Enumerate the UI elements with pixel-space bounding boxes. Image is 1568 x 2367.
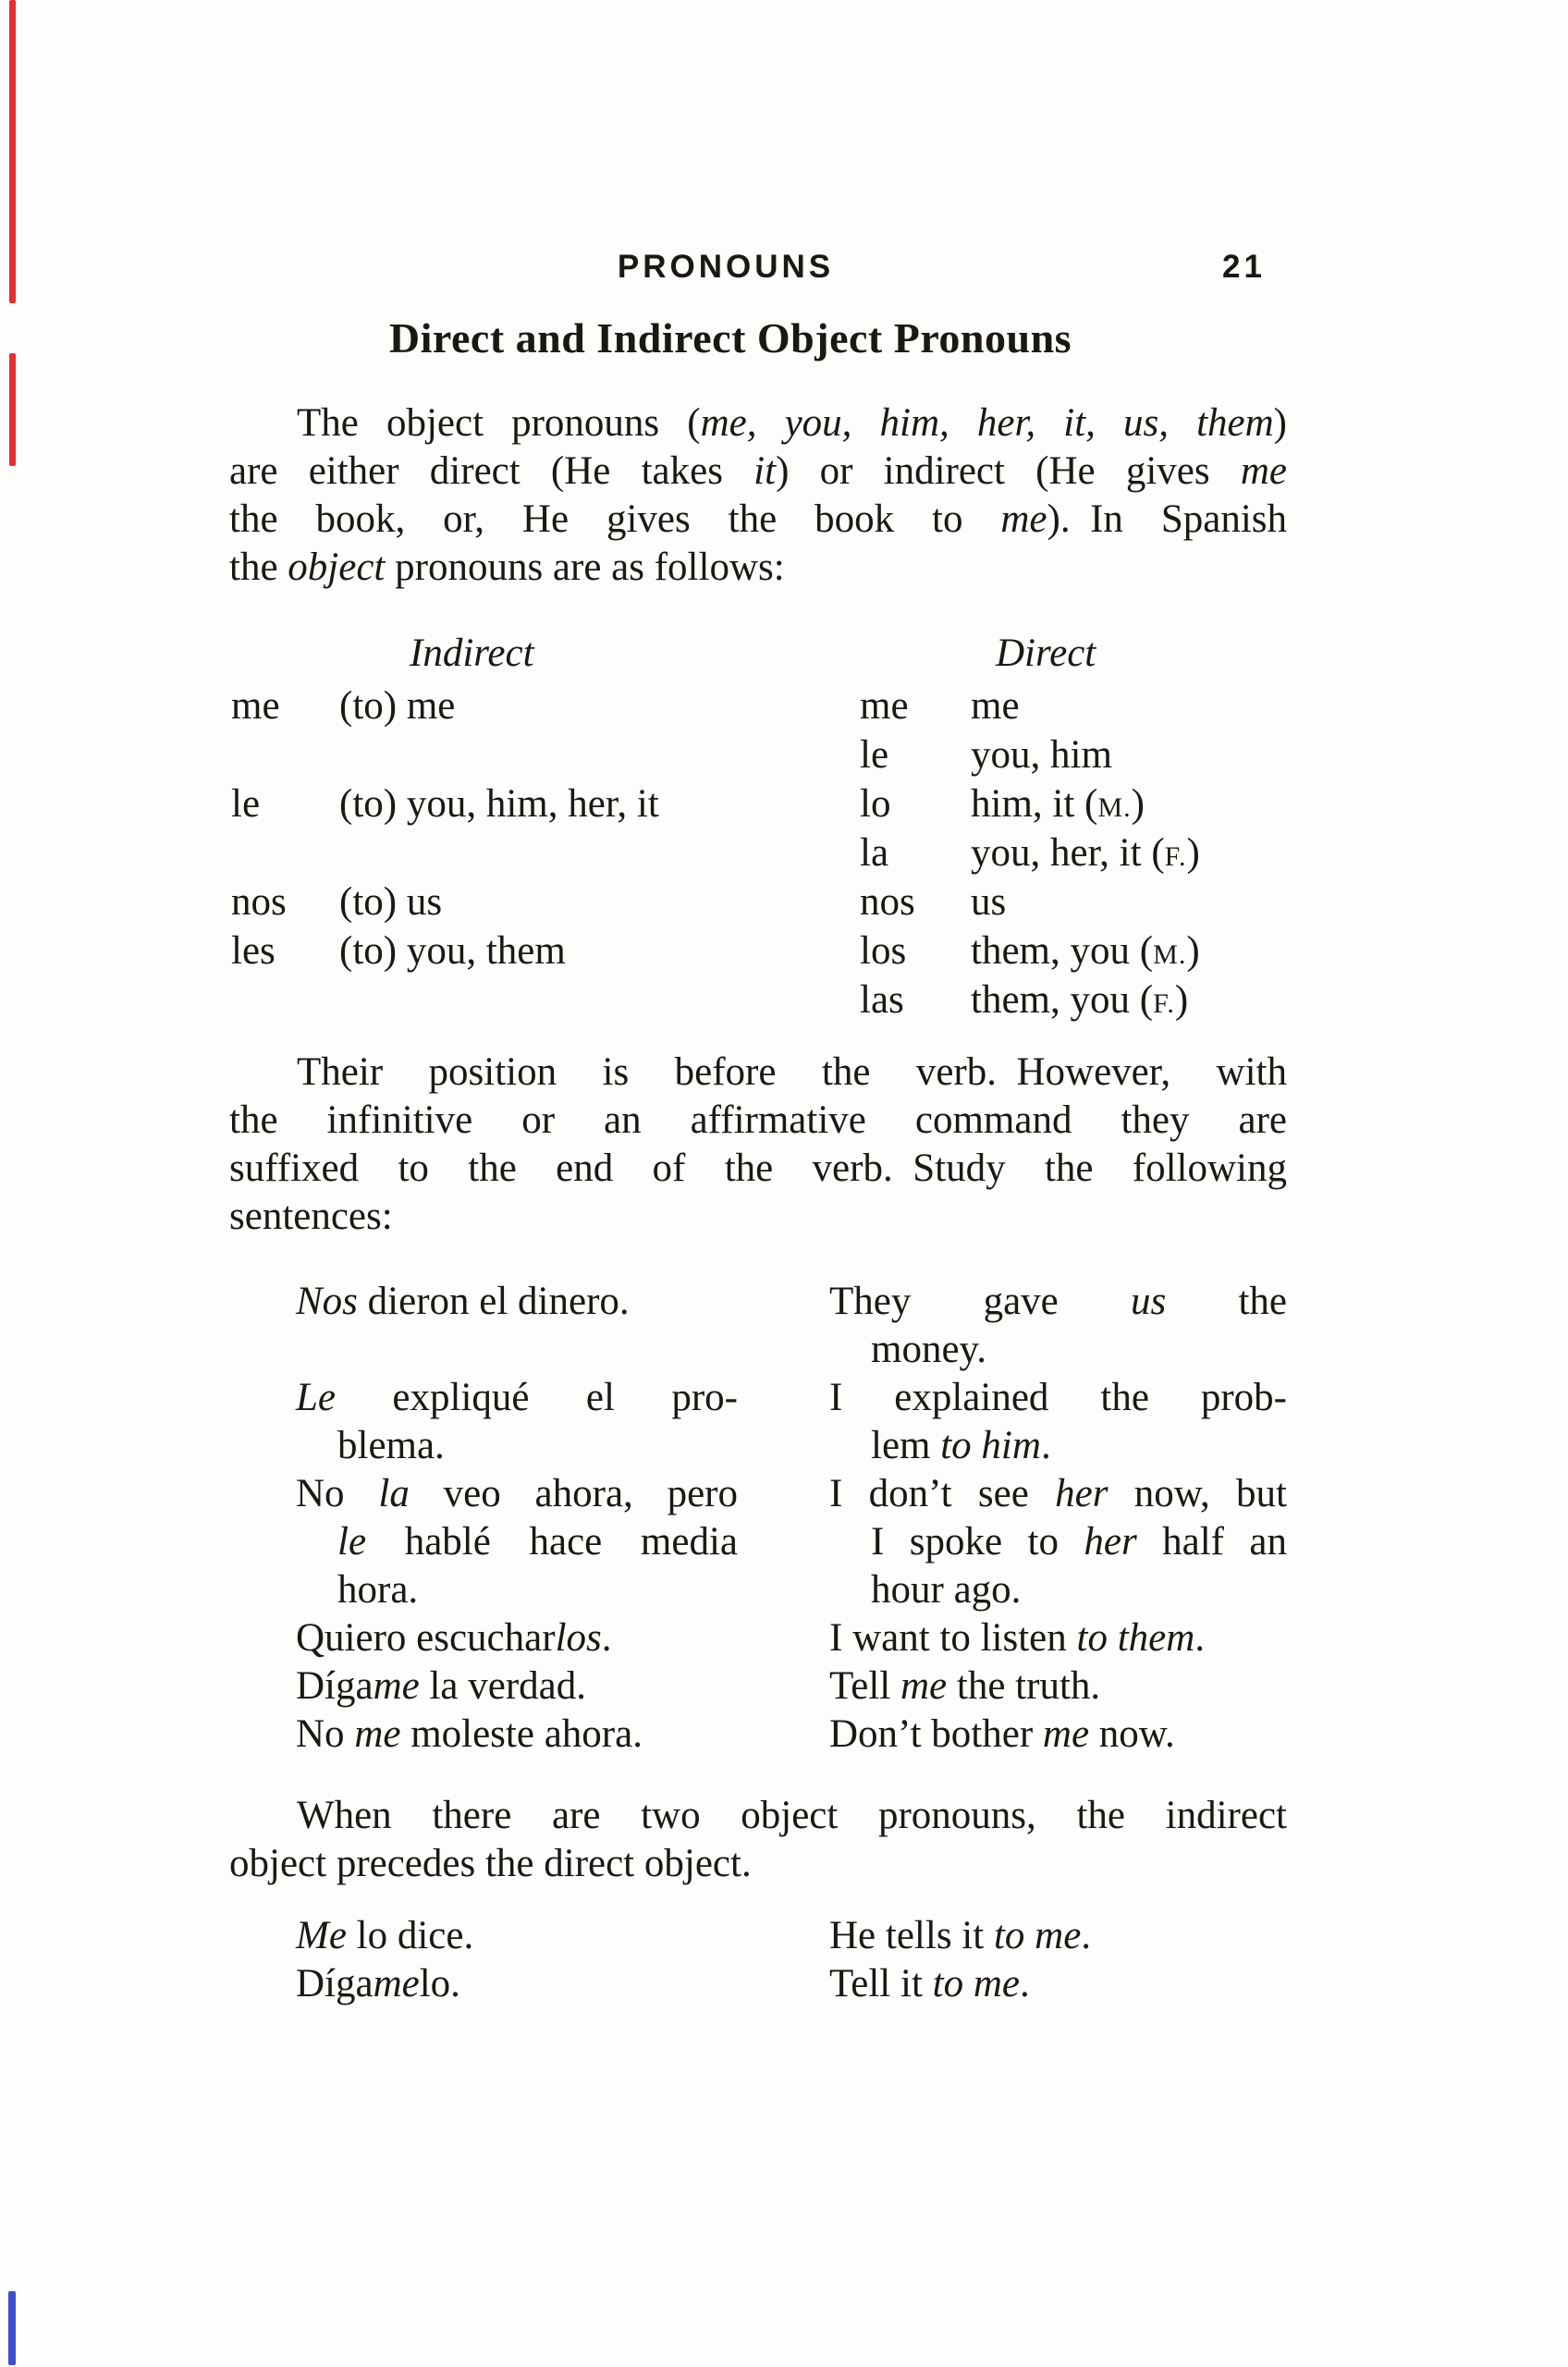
- example-sentences: [229, 1278, 1287, 1759]
- table-cell: (to) you, him, her, it: [339, 782, 659, 826]
- spanish-example: [296, 1470, 738, 1614]
- text-line: He tells it to me.: [829, 1914, 1092, 1957]
- example-row: [229, 1614, 1287, 1662]
- english-translation: [829, 1614, 1287, 1662]
- two-pronoun-paragraph: [229, 1792, 1287, 1888]
- table-body: [229, 681, 1287, 1024]
- text-line: the book, or, He gives the book to me). In Spanish: [229, 497, 1288, 541]
- table-row: [229, 730, 1287, 779]
- text-line: Their position is before the verb. However, with: [297, 1050, 1287, 1094]
- direct-column-header: Direct: [996, 632, 1096, 675]
- page-number: 21: [1222, 249, 1266, 285]
- example-row: [229, 1912, 1287, 1960]
- text-line: Le expliqué el pro-: [296, 1376, 738, 1419]
- text-line: The object pronouns (me, you, him, her, it, us, them): [297, 401, 1287, 445]
- example-row: [229, 1278, 1287, 1374]
- spanish-example: [296, 1278, 738, 1326]
- table-cell: los: [860, 929, 907, 973]
- table-cell: [231, 828, 339, 881]
- table-cell: me: [231, 684, 280, 728]
- table-cell: las: [860, 978, 904, 1022]
- text-line: Nos dieron el dinero.: [296, 1280, 630, 1323]
- table-headers: [229, 629, 1287, 681]
- spanish-example: [296, 1960, 738, 2008]
- example-row: [229, 1470, 1287, 1614]
- table-cell: me: [971, 684, 1020, 728]
- text-line: hour ago.: [871, 1568, 1022, 1612]
- scan-edge-mark: [9, 353, 16, 466]
- text-line: suffixed to the end of the verb. Study the following: [229, 1147, 1287, 1190]
- english-translation: [829, 1960, 1287, 2008]
- spanish-example: [296, 1662, 738, 1711]
- example-row: [229, 1711, 1287, 1759]
- text-line: Dígame la verdad.: [296, 1664, 587, 1708]
- indirect-column-header: Indirect: [410, 632, 534, 675]
- table-cell: les: [231, 929, 276, 973]
- table-cell: you, her, it (F.): [971, 831, 1200, 875]
- text-line: money.: [871, 1328, 986, 1371]
- text-line: sentences:: [229, 1195, 393, 1238]
- text-line: lem to him.: [871, 1424, 1051, 1467]
- english-translation: [829, 1662, 1287, 1711]
- table-cell: [231, 730, 339, 779]
- text-line: are either direct (He takes it) or indirect (He gives me: [229, 449, 1287, 493]
- table-cell: le: [231, 782, 261, 826]
- table-cell: le: [860, 733, 889, 777]
- table-cell: them, you (F.): [971, 978, 1189, 1022]
- spanish-example: [296, 1912, 738, 1960]
- english-translation: [829, 1711, 1287, 1759]
- table-cell: [339, 975, 860, 1028]
- table-cell: nos: [860, 880, 915, 924]
- text-line: I don’t see her now, but: [829, 1472, 1287, 1515]
- text-line: I explained the prob-: [829, 1376, 1287, 1419]
- table-cell: la: [860, 831, 889, 875]
- text-line: Tell me the truth.: [829, 1664, 1101, 1708]
- table-cell: [339, 730, 860, 779]
- table-cell: [339, 828, 860, 881]
- table-cell: [231, 975, 339, 1028]
- page-content: [229, 248, 1287, 2008]
- table-cell: lo: [860, 782, 891, 826]
- text-line: hora.: [337, 1568, 419, 1612]
- text-line: blema.: [337, 1424, 445, 1467]
- table-row: [229, 877, 1287, 926]
- table-row: [229, 681, 1287, 730]
- text-line: When there are two object pronouns, the indirect: [297, 1794, 1287, 1837]
- spanish-example: [296, 1711, 738, 1759]
- scan-edge-mark: [8, 2291, 16, 2365]
- example-row: [229, 1960, 1287, 2008]
- double-pronoun-examples: [229, 1912, 1287, 2008]
- text-line: They gave us the: [829, 1280, 1287, 1323]
- text-line: Tell it to me.: [829, 1962, 1030, 2005]
- pronoun-table: [229, 629, 1287, 1024]
- english-translation: [829, 1374, 1287, 1470]
- intro-paragraph: [229, 399, 1287, 592]
- example-row: [229, 1662, 1287, 1711]
- table-cell: him, it (M.): [971, 782, 1145, 826]
- table-cell: nos: [231, 880, 287, 924]
- table-cell: me: [860, 684, 909, 728]
- table-row: [229, 975, 1287, 1024]
- text-line: No me moleste ahora.: [296, 1712, 643, 1756]
- position-paragraph: [229, 1049, 1287, 1241]
- scan-edge-mark: [9, 0, 16, 303]
- english-translation: [829, 1912, 1287, 1960]
- text-line: No la veo ahora, pero: [296, 1472, 738, 1515]
- table-cell: you, him: [971, 733, 1112, 777]
- spanish-example: [296, 1614, 738, 1662]
- table-cell: us: [971, 880, 1007, 924]
- text-line: I spoke to her half an: [871, 1520, 1287, 1564]
- table-cell: (to) you, them: [339, 929, 566, 973]
- english-translation: [829, 1470, 1287, 1614]
- section-title: Direct and Indirect Object Pronouns: [388, 314, 1072, 362]
- text-line: Quiero escucharlos.: [296, 1616, 612, 1660]
- text-line: Don’t bother me now.: [829, 1712, 1175, 1756]
- text-line: le hablé hace media: [337, 1520, 738, 1564]
- table-row: [229, 828, 1287, 877]
- table-row: [229, 779, 1287, 828]
- text-line: Dígamelo.: [296, 1962, 460, 2005]
- table-cell: them, you (M.): [971, 929, 1200, 973]
- english-translation: [829, 1278, 1287, 1374]
- example-row: [229, 1374, 1287, 1470]
- table-row: [229, 926, 1287, 975]
- running-head: PRONOUNS: [617, 249, 835, 285]
- text-line: I want to listen to them.: [829, 1616, 1206, 1660]
- spanish-example: [296, 1374, 738, 1470]
- text-line: the object pronouns are as follows:: [229, 546, 785, 589]
- page-header: [229, 248, 1287, 287]
- text-line: Me lo dice.: [296, 1914, 474, 1957]
- text-line: object precedes the direct object.: [229, 1842, 752, 1885]
- table-cell: (to) us: [339, 880, 443, 924]
- table-cell: (to) me: [339, 684, 456, 728]
- text-line: the infinitive or an affirmative command they are: [229, 1098, 1287, 1142]
